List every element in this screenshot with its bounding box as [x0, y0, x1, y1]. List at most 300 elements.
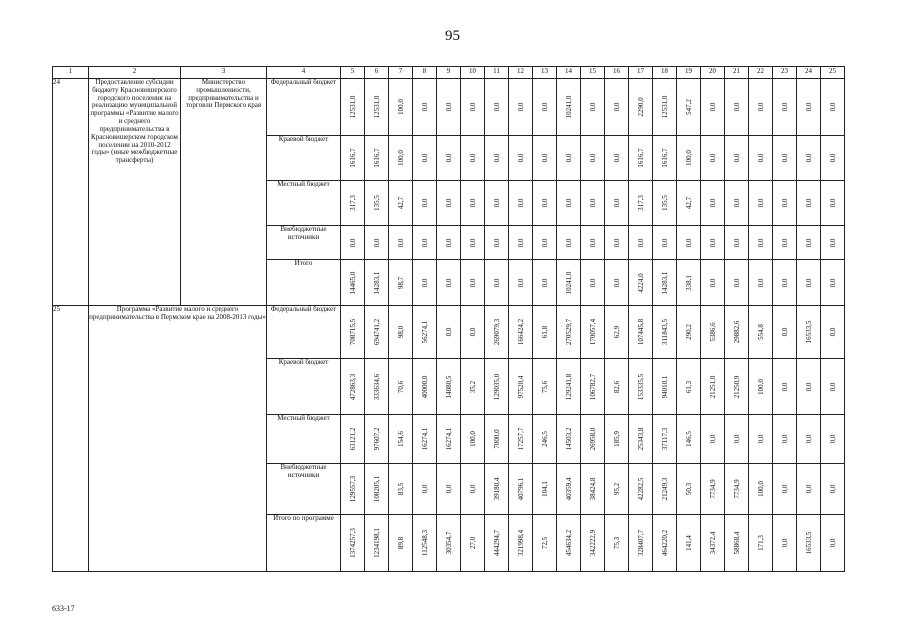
value-text: 0,0	[612, 278, 621, 287]
value-cell	[533, 181, 557, 226]
value-cell	[461, 415, 485, 464]
value-text: 1616,7	[348, 148, 357, 168]
header-cell: 7	[389, 67, 413, 79]
value-text: 21251,0	[708, 375, 717, 398]
value-cell	[701, 306, 725, 359]
value-text: 0,0	[420, 198, 429, 208]
value-cell	[821, 181, 845, 226]
value-cell	[509, 359, 533, 415]
value-text: 0,0	[732, 153, 741, 163]
value-text: 1234198,1	[372, 528, 381, 558]
value-text: 0,0	[492, 102, 501, 112]
funding-source: Внебюджетные источники	[267, 464, 341, 515]
value-text: 0,0	[516, 102, 525, 112]
value-cell	[629, 415, 653, 464]
value-cell	[461, 226, 485, 260]
value-text: 100,0	[756, 378, 765, 395]
value-text: 0,0	[540, 198, 549, 208]
value-text: 0,0	[444, 238, 453, 247]
value-cell	[533, 306, 557, 359]
value-cell	[509, 136, 533, 181]
value-text: 75,3	[612, 536, 621, 550]
program-name: Предоставление субсидии бюджету Красновишерского городского поселения на реализацию муниципальной программы «Развитие малого и среднего предпринимательства в Красновишерском городском поселении на 2010-2012 годы» (иные межбюджетные трансферты)	[89, 79, 181, 306]
value-cell	[701, 136, 725, 181]
value-text: 0,0	[828, 327, 837, 337]
value-text: 0,0	[468, 238, 477, 247]
value-text: 317,3	[636, 195, 645, 211]
value-cell	[629, 181, 653, 226]
value-text: 185,9	[612, 431, 621, 447]
value-text: 2290,0	[636, 97, 645, 117]
value-text: 0,0	[468, 102, 477, 112]
value-cell	[533, 260, 557, 306]
header-cell: 19	[677, 67, 701, 79]
value-cell	[629, 515, 653, 572]
footer-code: 633-17	[52, 604, 75, 613]
header-cell: 4	[267, 67, 341, 79]
value-text: 270529,7	[564, 318, 573, 346]
value-cell	[437, 260, 461, 306]
value-cell	[557, 260, 581, 306]
value-cell	[437, 79, 461, 136]
value-text: 0,0	[468, 278, 477, 287]
value-cell	[365, 306, 389, 359]
value-text: 26958,0	[588, 427, 597, 451]
value-cell	[533, 359, 557, 415]
value-text: 100,0	[684, 150, 693, 166]
value-cell	[797, 136, 821, 181]
value-text: 29882,6	[732, 320, 741, 344]
header-cell: 17	[629, 67, 653, 79]
value-cell	[365, 181, 389, 226]
value-cell	[413, 515, 437, 572]
value-text: 0,0	[516, 198, 525, 208]
value-text: 129557,3	[348, 475, 357, 503]
value-text: 146,5	[684, 431, 693, 447]
value-cell	[509, 306, 533, 359]
value-cell	[797, 515, 821, 572]
value-cell	[821, 359, 845, 415]
value-text: 0,0	[492, 238, 501, 247]
value-text: 100,0	[756, 481, 765, 497]
value-text: 1616,7	[636, 148, 645, 168]
value-text: 7734,9	[732, 479, 741, 499]
value-text: 0,0	[492, 278, 501, 287]
value-cell	[581, 79, 605, 136]
value-cell	[437, 515, 461, 572]
value-text: 694741,2	[372, 318, 381, 346]
value-cell	[509, 464, 533, 515]
funding-source: Федеральный бюджет	[267, 79, 341, 136]
value-cell	[677, 226, 701, 260]
value-cell	[653, 181, 677, 226]
value-text: 0,0	[468, 153, 477, 163]
value-cell	[581, 136, 605, 181]
value-cell	[413, 136, 437, 181]
value-text: 14283,1	[660, 271, 669, 294]
value-text: 0,0	[804, 102, 813, 112]
value-text: 63121,2	[348, 427, 357, 451]
value-text: 107445,8	[636, 318, 645, 346]
value-cell	[605, 464, 629, 515]
value-cell	[701, 515, 725, 572]
header-cell: 24	[797, 67, 821, 79]
value-text: 0,0	[516, 153, 525, 163]
value-cell	[773, 515, 797, 572]
value-text: 5386,6	[708, 322, 717, 342]
value-cell	[653, 306, 677, 359]
value-text: 1374257,3	[348, 528, 357, 558]
value-cell	[413, 226, 437, 260]
value-text: 141,4	[684, 535, 693, 551]
value-text: 14080,5	[444, 375, 453, 398]
value-text: 166424,2	[516, 318, 525, 346]
value-text: 0,0	[588, 278, 597, 287]
value-text: 100,0	[396, 150, 405, 166]
value-cell	[365, 260, 389, 306]
value-cell	[677, 359, 701, 415]
value-cell	[773, 260, 797, 306]
header-cell: 8	[413, 67, 437, 79]
value-text: 97607,2	[372, 427, 381, 451]
value-text: 0,0	[540, 238, 549, 247]
value-text: 0,0	[732, 278, 741, 287]
value-cell	[773, 136, 797, 181]
value-text: 0,0	[804, 484, 813, 494]
value-text: 0,0	[708, 198, 717, 208]
table-row	[53, 306, 845, 359]
value-text: 0,0	[804, 434, 813, 444]
value-cell	[461, 181, 485, 226]
value-cell	[461, 306, 485, 359]
value-cell	[821, 464, 845, 515]
value-text: 58868,4	[732, 531, 741, 555]
header-row	[53, 67, 845, 79]
value-text: 95,2	[612, 482, 621, 496]
value-cell	[797, 226, 821, 260]
value-cell	[581, 226, 605, 260]
value-text: 0,0	[444, 327, 453, 337]
value-text: 0,0	[516, 278, 525, 287]
value-cell	[581, 515, 605, 572]
value-text: 0,0	[612, 238, 621, 247]
value-cell	[557, 415, 581, 464]
value-cell	[725, 181, 749, 226]
value-text: 10241,0	[564, 271, 573, 294]
value-text: 708715,5	[348, 318, 357, 346]
value-cell	[629, 226, 653, 260]
value-text: 444294,7	[492, 529, 501, 557]
header-cell: 13	[533, 67, 557, 79]
value-text: 21249,3	[660, 477, 669, 501]
value-text: 311843,5	[660, 319, 669, 345]
value-text: 0,0	[468, 484, 477, 494]
value-text: 0,0	[444, 102, 453, 112]
value-text: 0,0	[780, 102, 789, 112]
value-cell	[389, 306, 413, 359]
value-text: 454634,2	[564, 529, 573, 557]
value-cell	[557, 79, 581, 136]
value-cell	[557, 515, 581, 572]
value-cell	[821, 226, 845, 260]
value-text: 0,0	[780, 327, 789, 337]
value-cell	[797, 464, 821, 515]
value-cell	[485, 260, 509, 306]
value-text: 0,0	[732, 238, 741, 247]
value-text: 100,0	[468, 431, 477, 447]
value-text: 0,0	[612, 102, 621, 112]
funding-source: Итого по программе	[267, 515, 341, 572]
value-cell	[557, 136, 581, 181]
value-cell	[485, 79, 509, 136]
value-text: 83,5	[396, 482, 405, 496]
value-cell	[413, 260, 437, 306]
value-text: 0,0	[828, 238, 837, 247]
value-text: 0,0	[492, 153, 501, 163]
value-text: 0,0	[468, 198, 477, 208]
value-cell	[653, 136, 677, 181]
value-text: 0,0	[780, 198, 789, 208]
value-cell	[485, 415, 509, 464]
value-cell	[365, 79, 389, 136]
value-text: 40000,0	[420, 375, 429, 398]
value-text: 269079,3	[492, 318, 501, 346]
value-cell	[773, 415, 797, 464]
header-cell: 14	[557, 67, 581, 79]
value-cell	[629, 306, 653, 359]
value-cell	[437, 359, 461, 415]
value-cell	[653, 464, 677, 515]
value-text: 7734,9	[708, 479, 717, 499]
value-cell	[605, 515, 629, 572]
value-cell	[365, 359, 389, 415]
value-text: 0,0	[492, 198, 501, 208]
value-cell	[725, 415, 749, 464]
value-text: 98,0	[396, 325, 405, 339]
value-text: 0,0	[420, 278, 429, 287]
value-cell	[341, 79, 365, 136]
value-text: 0,0	[828, 278, 837, 287]
value-text: 112548,3	[420, 530, 429, 556]
value-cell	[749, 415, 773, 464]
value-text: 317,3	[348, 195, 357, 211]
value-cell	[581, 415, 605, 464]
header-cell: 15	[581, 67, 605, 79]
value-text: 0,0	[444, 484, 453, 494]
value-cell	[389, 79, 413, 136]
value-text: 61,3	[684, 380, 693, 393]
value-text: 0,0	[564, 198, 573, 208]
value-cell	[629, 79, 653, 136]
value-cell	[821, 415, 845, 464]
value-text: 25343,8	[636, 427, 645, 451]
value-cell	[509, 415, 533, 464]
value-cell	[437, 226, 461, 260]
value-text: 0,0	[468, 327, 477, 337]
value-cell	[653, 260, 677, 306]
value-text: 0,0	[732, 434, 741, 444]
value-text: 14503,2	[564, 427, 573, 451]
value-text: 0,0	[732, 102, 741, 112]
value-text: 0,0	[756, 198, 765, 208]
value-cell	[749, 181, 773, 226]
value-text: 108205,1	[372, 475, 381, 503]
value-cell	[509, 260, 533, 306]
value-text: 97520,4	[516, 375, 525, 398]
value-cell	[749, 136, 773, 181]
value-cell	[485, 181, 509, 226]
value-text: 0,0	[756, 102, 765, 112]
value-text: 0,0	[444, 153, 453, 163]
value-text: 0,0	[804, 153, 813, 163]
value-cell	[341, 181, 365, 226]
value-text: 0,0	[828, 382, 837, 391]
value-text: 321998,4	[516, 529, 525, 557]
value-cell	[557, 464, 581, 515]
value-cell	[413, 359, 437, 415]
value-cell	[461, 136, 485, 181]
value-cell	[365, 226, 389, 260]
value-text: 171,3	[756, 535, 765, 551]
value-text: 0,0	[708, 238, 717, 247]
value-cell	[461, 515, 485, 572]
value-cell	[629, 359, 653, 415]
value-cell	[461, 79, 485, 136]
funding-source: Федеральный бюджет	[267, 306, 341, 359]
value-cell	[485, 226, 509, 260]
value-cell	[389, 181, 413, 226]
value-cell	[557, 359, 581, 415]
value-cell	[701, 260, 725, 306]
value-cell	[437, 415, 461, 464]
value-cell	[725, 136, 749, 181]
value-text: 0,0	[636, 238, 645, 247]
value-text: 72,5	[540, 536, 549, 550]
funding-source: Итого	[267, 260, 341, 306]
value-text: 16533,5	[804, 320, 813, 344]
value-cell	[485, 515, 509, 572]
header-cell: 1	[53, 67, 89, 79]
header-cell: 25	[821, 67, 845, 79]
value-cell	[725, 359, 749, 415]
value-cell	[605, 260, 629, 306]
value-text: 0,0	[564, 238, 573, 247]
value-cell	[677, 306, 701, 359]
value-cell	[461, 359, 485, 415]
value-text: 16274,1	[444, 427, 453, 451]
value-cell	[749, 359, 773, 415]
header-cell: 11	[485, 67, 509, 79]
value-text: 100,0	[396, 99, 405, 115]
value-text: 0,0	[780, 538, 789, 548]
value-cell	[413, 464, 437, 515]
value-text: 129241,8	[564, 373, 573, 400]
header-cell: 3	[181, 67, 267, 79]
value-text: 62,9	[612, 325, 621, 339]
value-text: 16533,5	[804, 531, 813, 555]
value-text: 0,0	[588, 238, 597, 247]
value-cell	[557, 226, 581, 260]
value-cell	[581, 181, 605, 226]
value-cell	[485, 306, 509, 359]
value-text: 98,7	[396, 276, 405, 289]
value-text: 35,2	[468, 380, 477, 393]
value-text: 104,1	[540, 481, 549, 497]
value-cell	[389, 415, 413, 464]
value-text: 0,0	[828, 538, 837, 548]
value-cell	[773, 181, 797, 226]
value-text: 0,0	[420, 153, 429, 163]
value-text: 94010,1	[660, 375, 669, 398]
value-cell	[725, 79, 749, 136]
value-cell	[581, 464, 605, 515]
value-cell	[341, 226, 365, 260]
value-cell	[365, 136, 389, 181]
header-cell: 6	[365, 67, 389, 79]
value-cell	[629, 464, 653, 515]
value-text: 0,0	[540, 153, 549, 163]
value-text: 42282,5	[636, 477, 645, 501]
value-text: 61,8	[540, 325, 549, 339]
value-cell	[509, 181, 533, 226]
value-text: 106782,7	[588, 373, 597, 400]
value-text: 0,0	[540, 102, 549, 112]
value-text: 30354,7	[444, 531, 453, 555]
value-text: 0,0	[756, 434, 765, 444]
value-text: 0,0	[732, 198, 741, 208]
value-cell	[797, 79, 821, 136]
value-text: 0,0	[420, 238, 429, 247]
value-cell	[653, 226, 677, 260]
value-cell	[533, 415, 557, 464]
value-cell	[653, 515, 677, 572]
value-text: 0,0	[780, 382, 789, 391]
value-cell	[725, 306, 749, 359]
value-cell	[821, 260, 845, 306]
value-cell	[389, 515, 413, 572]
value-text: 34372,4	[708, 531, 717, 555]
value-cell	[701, 79, 725, 136]
value-cell	[797, 415, 821, 464]
value-text: 170057,4	[588, 318, 597, 346]
value-cell	[677, 181, 701, 226]
value-cell	[413, 79, 437, 136]
value-cell	[629, 136, 653, 181]
value-cell	[653, 359, 677, 415]
value-text: 38424,8	[588, 477, 597, 501]
value-text: 0,0	[708, 102, 717, 112]
budget-table	[52, 66, 845, 572]
value-cell	[509, 79, 533, 136]
value-text: 0,0	[420, 102, 429, 112]
header-cell: 5	[341, 67, 365, 79]
value-text: 50,3	[684, 482, 693, 496]
value-text: 0,0	[828, 102, 837, 112]
value-text: 0,0	[540, 278, 549, 287]
value-text: 0,0	[828, 198, 837, 208]
value-text: 1616,7	[372, 148, 381, 168]
value-cell	[749, 79, 773, 136]
value-text: 0,0	[660, 238, 669, 247]
page-number: 95	[445, 28, 460, 44]
value-cell	[773, 226, 797, 260]
value-cell	[509, 515, 533, 572]
value-text: 12531,0	[660, 95, 669, 119]
value-text: 0,0	[804, 382, 813, 391]
value-text: 10241,0	[564, 95, 573, 119]
value-cell	[677, 79, 701, 136]
value-text: 17257,7	[516, 427, 525, 451]
